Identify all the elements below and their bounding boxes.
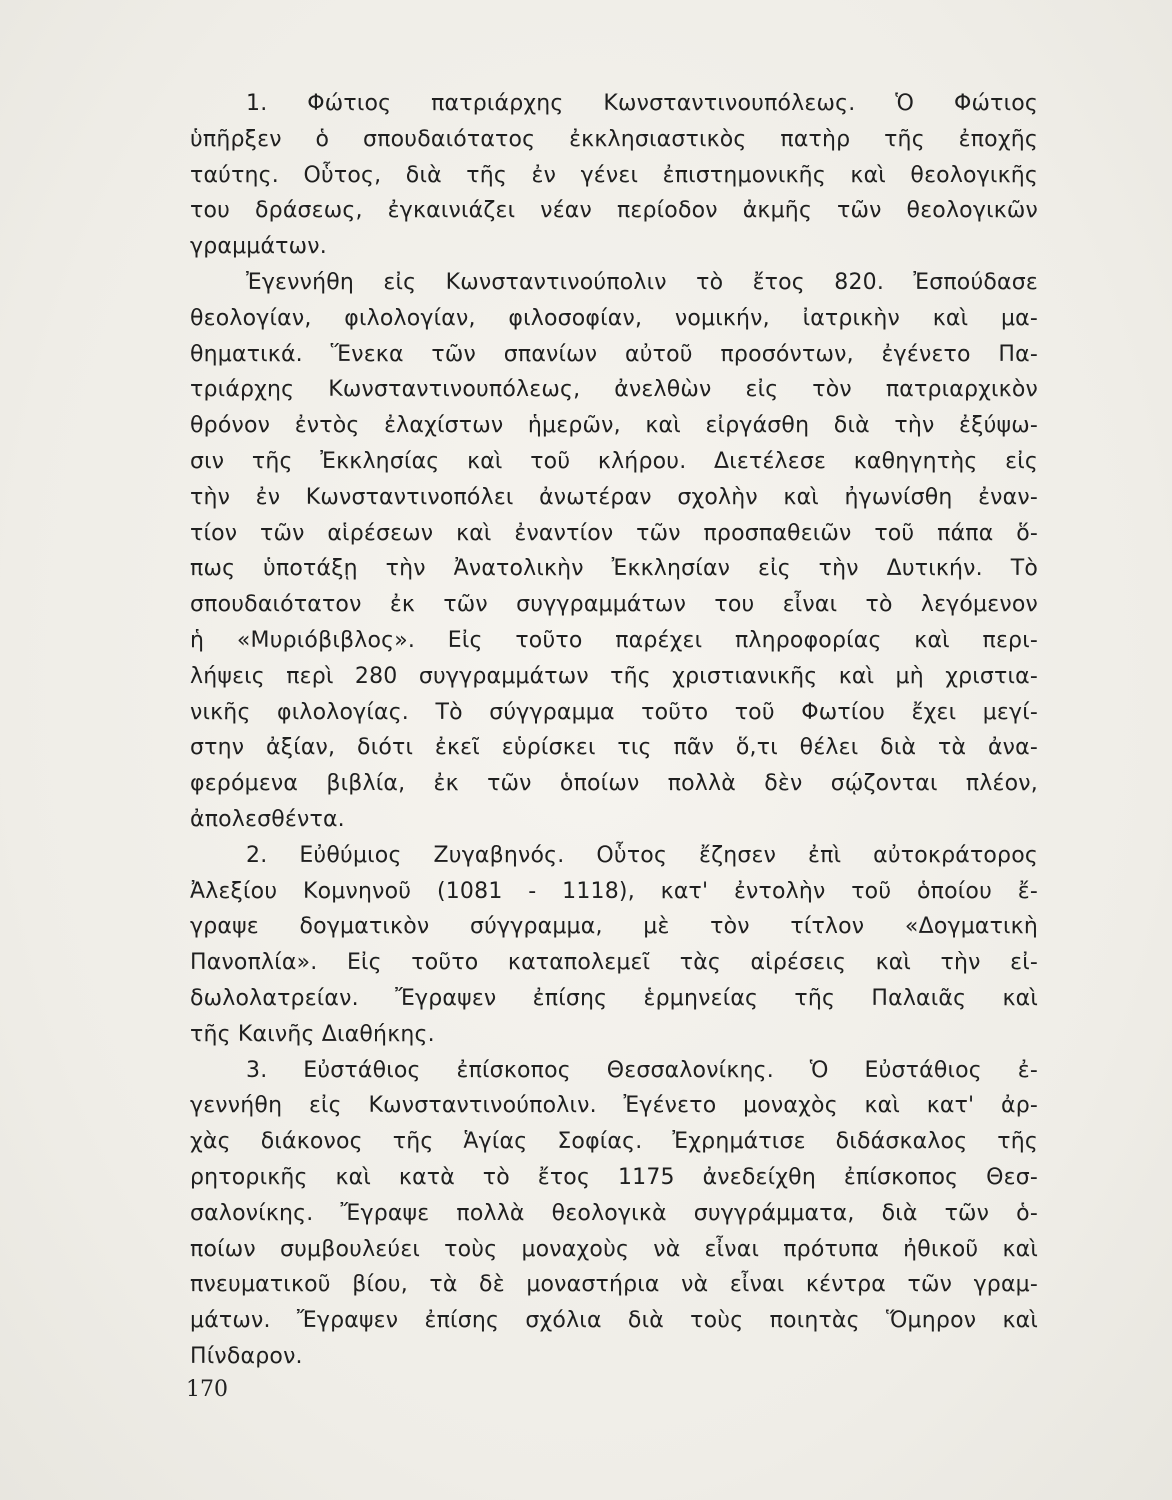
text-line: 2. Εὐθύμιος Ζυγαβηνός. Οὗτος ἔζησεν ἐπὶ αὐτοκράτορος	[246, 842, 1038, 868]
body-text	[190, 86, 1038, 1375]
text-line: πως ὑποτάξῃ τὴν Ἀνατολικὴν Ἐκκλησίαν εἰς τὴν Δυτικήν. Τὸ	[190, 556, 1038, 582]
text-line: νικῆς φιλολογίας. Τὸ σύγγραμμα τοῦτο τοῦ Φωτίου ἔχει μεγί-	[190, 699, 1038, 725]
text-line: φερόμενα βιβλία, ἐκ τῶν ὁποίων πολλὰ δὲν σῴζονται πλέον,	[190, 771, 1038, 797]
text-line: λήψεις περὶ 280 συγγραμμάτων τῆς χριστιανικῆς καὶ μὴ χριστια-	[190, 663, 1038, 689]
text-line: ἡ «Μυριόβιβλος». Εἰς τοῦτο παρέχει πληροφορίας καὶ περι-	[190, 627, 1038, 653]
text-line: θηματικά. Ἕνεκα τῶν σπανίων αὐτοῦ προσόντων, ἐγένετο Πα-	[190, 341, 1038, 367]
text-line: θεολογίαν, φιλολογίαν, φιλοσοφίαν, νομικήν, ἰατρικὴν καὶ μα-	[190, 305, 1038, 331]
text-line: 1. Φώτιος πατριάρχης Κωνσταντινουπόλεως. Ὁ Φώτιος	[246, 91, 1038, 116]
text-line: τριάρχης Κωνσταντινουπόλεως, ἀνελθὼν εἰς τὸν πατριαρχικὸν	[190, 377, 1038, 403]
text-line: δωλολατρείαν. Ἔγραψεν ἐπίσης ἑρμηνείας τῆς Παλαιᾶς καὶ	[190, 985, 1038, 1011]
text-line: ὑπῆρξεν ὁ σπουδαιότατος ἐκκλησιαστικὸς πατὴρ τῆς ἐποχῆς	[190, 126, 1038, 152]
text-line: του δράσεως, ἐγκαινιάζει νέαν περίοδον ἀκμῆς τῶν θεολογικῶν	[190, 198, 1038, 224]
text-line: ἀπολεσθέντα.	[190, 806, 345, 832]
page-number: 170	[186, 1377, 228, 1402]
text-line: πνευματικοῦ βίου, τὰ δὲ μοναστήρια νὰ εἶναι κέντρα τῶν γραμ-	[190, 1272, 1038, 1298]
text-line: μάτων. Ἔγραψεν ἐπίσης σχόλια διὰ τοὺς ποιητὰς Ὅμηρον καὶ	[190, 1308, 1038, 1334]
text-line: χὰς διάκονος τῆς Ἁγίας Σοφίας. Ἐχρημάτισε διδάσκαλος τῆς	[190, 1129, 1038, 1155]
text-line: Ἀλεξίου Κομνηνοῦ (1081 - 1118), κατ' ἐντολὴν τοῦ ὁποίου ἔ-	[190, 878, 1038, 904]
text-line: 3. Εὐστάθιος ἐπίσκοπος Θεσσαλονίκης. Ὁ Εὐστάθιος ἐ-	[246, 1057, 1038, 1083]
text-line: ποίων συμβουλεύει τοὺς μοναχοὺς νὰ εἶναι πρότυπα ἠθικοῦ καὶ	[190, 1236, 1038, 1262]
text-line: Ἐγεννήθη εἰς Κωνσταντινούπολιν τὸ ἔτος 820. Ἐσπούδασε	[246, 269, 1038, 295]
text-line: σιν τῆς Ἐκκλησίας καὶ τοῦ κλήρου. Διετέλεσε καθηγητὴς εἰς	[190, 448, 1038, 474]
text-line: ρητορικῆς καὶ κατὰ τὸ ἔτος 1175 ἀνεδείχθη ἐπίσκοπος Θεσ-	[190, 1164, 1038, 1190]
text-line: γραμμάτων.	[190, 234, 327, 260]
text-line: ταύτης. Οὗτος, διὰ τῆς ἐν γένει ἐπιστημονικῆς καὶ θεολογικῆς	[190, 162, 1038, 188]
text-line: σαλονίκης. Ἔγραψε πολλὰ θεολογικὰ συγγράμματα, διὰ τῶν ὁ-	[190, 1200, 1038, 1226]
text-line: τῆς Καινῆς Διαθήκης.	[190, 1021, 435, 1047]
text-line: στην ἀξίαν, διότι ἐκεῖ εὑρίσκει τις πᾶν ὅ,τι θέλει διὰ τὰ ἀνα-	[190, 735, 1038, 761]
text-line: γραψε δογματικὸν σύγγραμμα, μὲ τὸν τίτλον «Δογματικὴ	[190, 914, 1038, 940]
text-line: σπουδαιότατον ἐκ τῶν συγγραμμάτων του εἶναι τὸ λεγόμενον	[190, 592, 1038, 618]
text-line: τίον τῶν αἱρέσεων καὶ ἐναντίον τῶν προσπαθειῶν τοῦ πάπα ὅ-	[190, 520, 1038, 546]
text-line: γεννήθη εἰς Κωνσταντινούπολιν. Ἐγένετο μοναχὸς καὶ κατ' ἀρ-	[190, 1093, 1038, 1119]
text-line: Πανοπλία». Εἰς τοῦτο καταπολεμεῖ τὰς αἱρέσεις καὶ τὴν εἰ-	[190, 950, 1038, 976]
text-line: τὴν ἐν Κωνσταντινοπόλει ἀνωτέραν σχολὴν καὶ ἠγωνίσθη ἐναν-	[190, 484, 1038, 510]
text-line: Πίνδαρον.	[190, 1343, 303, 1369]
text-line: θρόνον ἐντὸς ἐλαχίστων ἡμερῶν, καὶ εἰργάσθη διὰ τὴν ἐξύψω-	[190, 413, 1038, 439]
